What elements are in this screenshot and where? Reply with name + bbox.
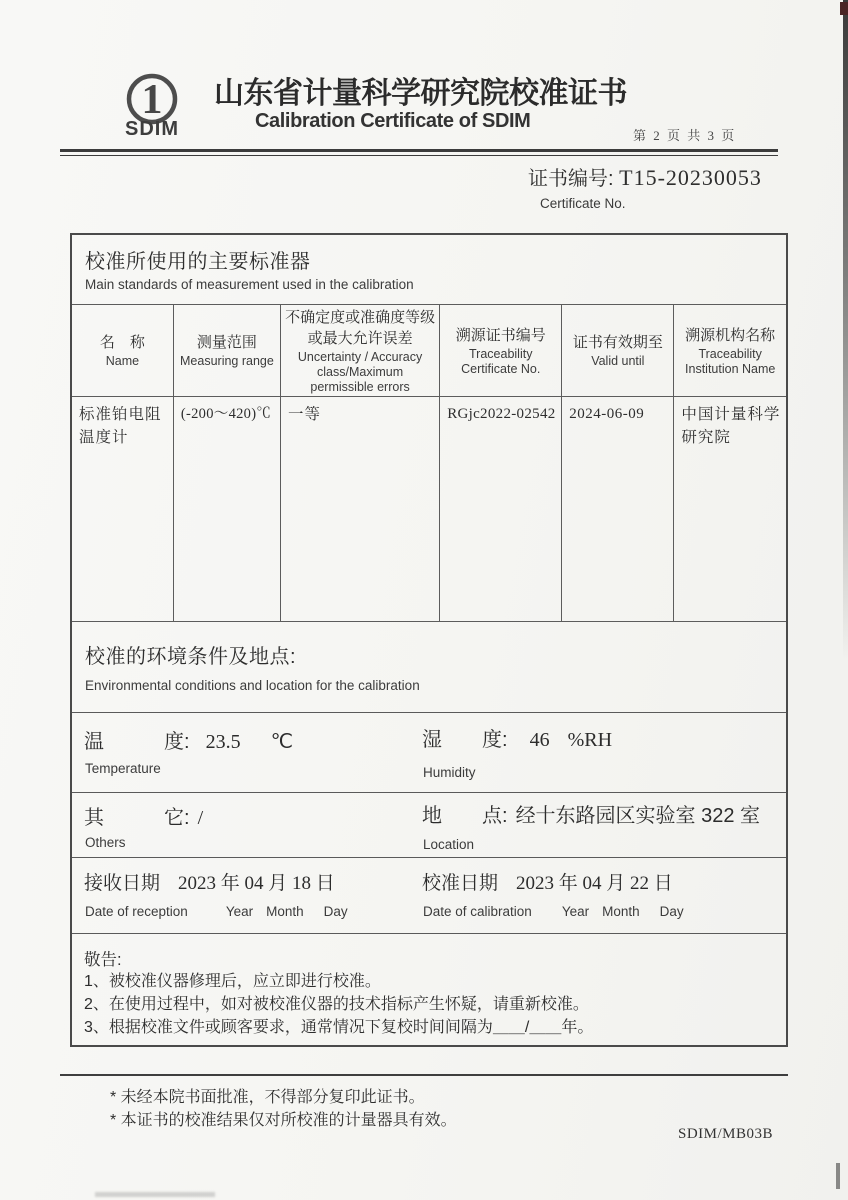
notice-item-2: 2、在使用过程中，如对被校准仪器的技术指标产生怀疑，请重新校准。 [84,996,589,1013]
logo-text: SDIM [125,118,179,140]
calibration-date-line [422,868,673,895]
temperature-label-en: Temperature [85,761,161,776]
col-institution-zh: 溯源机构名称 [685,326,776,344]
others-label: 其 它: [84,807,190,829]
certificate-number-label: 证书编号: [528,168,620,190]
col-traceability-cert-zh: 溯源证书编号 [455,326,546,344]
environment-title-zh: 校准的环境条件及地点: [85,646,297,668]
location-value: 经十东路园区实验室 322 室 [515,805,761,827]
environment-title-en: Environmental conditions and location for the calibration [85,678,420,693]
notice-title: 敬告: [84,951,122,969]
notice-item-1: 1、被校准仪器修理后，应立即进行校准。 [84,973,381,990]
standards-title-en: Main standards of measurement used in the calibration [85,277,414,292]
col-range-en: Measuring range [180,354,274,369]
dates-row [72,857,786,933]
col-range-zh: 测量范围 [196,334,257,352]
notice-item-3: 3、根据校准文件或顾客要求，通常情况下复校时间间隔为＿＿/＿＿年。 [84,1019,594,1036]
header-divider [60,149,778,156]
standards-table [72,304,786,622]
form-code: SDIM/MB03B [678,1126,774,1142]
notice-items [84,970,593,1039]
svg-text:1: 1 [141,77,163,123]
cell-range: (-200～420)℃ [173,397,280,622]
col-valid-until-en: Valid until [591,354,645,369]
others-location-row [72,792,786,857]
col-name [72,305,173,397]
temperature-unit: ℃ [270,731,294,753]
calibration-date-label: 校准日期 [422,873,499,894]
others-line [84,801,203,830]
col-institution [674,305,786,397]
col-uncertainty [280,305,439,397]
humidity-unit: %RH [567,729,613,751]
others-value: / [197,807,204,829]
temperature-humidity-row [72,712,786,792]
standards-header-row [72,305,786,397]
footer-note-2: * 本证书的校准结果仅对所校准的计量器具有效。 [110,1112,457,1129]
location-label-en: Location [423,837,475,852]
reception-date-label: 接收日期 [84,873,161,894]
footer-divider [60,1074,788,1078]
location-label: 地 点: [422,805,508,827]
col-measuring-range [173,305,280,397]
standards-title-zh: 校准所使用的主要标准器 [85,251,311,273]
page-indicator: 第 2 页 共 3 页 [633,128,737,143]
cell-class: 一等 [280,397,439,622]
standards-data-row [72,397,786,622]
footer-note-1: * 未经本院书面批准，不得部分复印此证书。 [110,1089,425,1106]
humidity-line [422,723,612,752]
location-line [422,799,760,828]
certificate-title-zh: 山东省计量科学研究院校准证书 [214,77,627,110]
col-name-zh: 名 称 [99,334,145,352]
col-valid-until-zh: 证书有效期至 [572,334,663,352]
certificate-number-label-en: Certificate No. [540,196,626,211]
footer-notes [110,1086,457,1132]
col-uncertainty-en: Uncertainty / Accuracy class/Maximum permissible errors [297,350,423,394]
temperature-line [84,725,293,754]
edge-mark [836,1163,840,1189]
reception-date-value: 2023 年 04 月 18 日 [178,873,335,894]
reception-date-sub: Date of reception Year Month Day [85,904,348,919]
col-traceability-cert-en: Traceability Certificate No. [461,346,541,376]
col-institution-en: Traceability Institution Name [685,346,776,376]
cell-traceability-cert-no: RGjc2022-02542 [440,397,562,622]
reception-date-line [84,868,335,895]
others-label-en: Others [85,835,126,850]
certificate-number-line [528,162,762,191]
humidity-label: 湿 度: [422,729,508,751]
cell-institution: 中国计量科学研究院 [674,397,786,622]
calibration-date-sub: Date of calibration Year Month Day [423,904,684,919]
certificate-number-value: T15-20230053 [619,165,762,190]
cell-name: 标准铂电阻温度计 [72,397,173,622]
col-name-en: Name [105,354,140,369]
standards-section-header [72,235,786,304]
certificate-body-box [70,233,788,1047]
corner-red-mark [840,2,848,15]
col-uncertainty-zh: 不确定度或准确度等级或最大允许误差 [285,309,436,347]
standards-table-wrap [72,304,786,622]
calibration-date-value: 2023 年 04 月 22 日 [516,873,673,894]
notice-section [72,933,786,1049]
certificate-title-en: Calibration Certificate of SDIM [255,110,531,132]
temperature-label: 温 度: [84,731,190,753]
col-traceability-cert [440,305,562,397]
humidity-value: 46 [529,729,550,751]
humidity-label-en: Humidity [423,765,476,780]
cell-valid-until: 2024-06-09 [562,397,674,622]
environment-section-header [72,622,786,712]
col-valid-until [562,305,674,397]
scan-edge-shadow [843,0,848,660]
temperature-value: 23.5 [205,731,241,753]
scan-smudge [95,1192,215,1197]
